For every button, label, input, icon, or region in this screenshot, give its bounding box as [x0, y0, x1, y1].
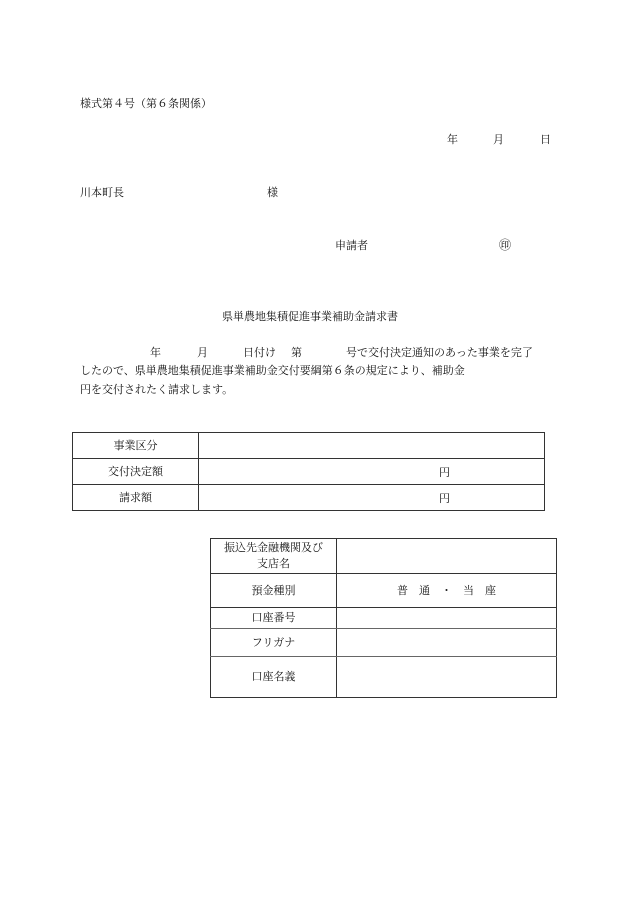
- grant-decision-amount-unit: 円: [439, 466, 450, 479]
- body-line2: したので、県単農地集積促進事業補助金交付要綱第６条の規定により、補助金: [80, 364, 465, 377]
- table-row: [211, 629, 557, 657]
- body-line1-year: 年: [150, 346, 161, 359]
- account-number-label: 口座番号: [211, 608, 337, 629]
- bank-table: [210, 538, 557, 698]
- grant-decision-amount-field[interactable]: [199, 459, 545, 485]
- body-line1-dated: 日付け: [243, 346, 276, 359]
- table-row: [73, 485, 545, 511]
- date-year: 年: [447, 133, 458, 146]
- document-title: 県単農地集積促進事業補助金請求書: [222, 310, 398, 323]
- account-name-label: 口座名義: [211, 657, 337, 698]
- addressee-honorific: 様: [267, 186, 278, 199]
- body-line1-number-prefix: 第: [291, 346, 302, 359]
- business-category-label: 事業区分: [73, 433, 199, 459]
- addressee-name: 川本町長: [80, 186, 124, 199]
- body-line1-month: 月: [197, 346, 208, 359]
- account-type-options[interactable]: 普 通 ・ 当 座: [337, 574, 557, 608]
- bank-name-field[interactable]: [337, 539, 557, 574]
- seal-mark: ㊞: [499, 238, 512, 252]
- table-row: [211, 574, 557, 608]
- body-line1-rest: 号で交付決定通知のあった事業を完了: [346, 346, 533, 359]
- table-row: [211, 539, 557, 574]
- account-name-field[interactable]: [337, 657, 557, 698]
- furigana-label: フリガナ: [211, 629, 337, 657]
- form-number: 様式第４号（第６条関係）: [80, 97, 212, 110]
- body-line3: 円を交付されたく請求します。: [80, 383, 234, 396]
- table-row: [211, 657, 557, 698]
- date-month: 月: [493, 133, 504, 146]
- account-number-field[interactable]: [337, 608, 557, 629]
- business-category-field[interactable]: [199, 433, 545, 459]
- applicant-label: 申請者: [335, 239, 368, 252]
- claim-amount-unit: 円: [439, 492, 450, 505]
- bank-name-label: [211, 539, 337, 574]
- date-day: 日: [540, 133, 551, 146]
- grant-decision-amount-label: 交付決定額: [73, 459, 199, 485]
- table-row: [73, 433, 545, 459]
- request-table: [72, 432, 545, 511]
- account-type-label: 預金種別: [211, 574, 337, 608]
- claim-amount-label: 請求額: [73, 485, 199, 511]
- bank-name-label-line2: 支店名: [257, 557, 290, 570]
- table-row: [73, 459, 545, 485]
- bank-name-label-line1: 振込先金融機関及び: [224, 541, 323, 555]
- furigana-field[interactable]: [337, 629, 557, 657]
- claim-amount-field[interactable]: [199, 485, 545, 511]
- table-row: [211, 608, 557, 629]
